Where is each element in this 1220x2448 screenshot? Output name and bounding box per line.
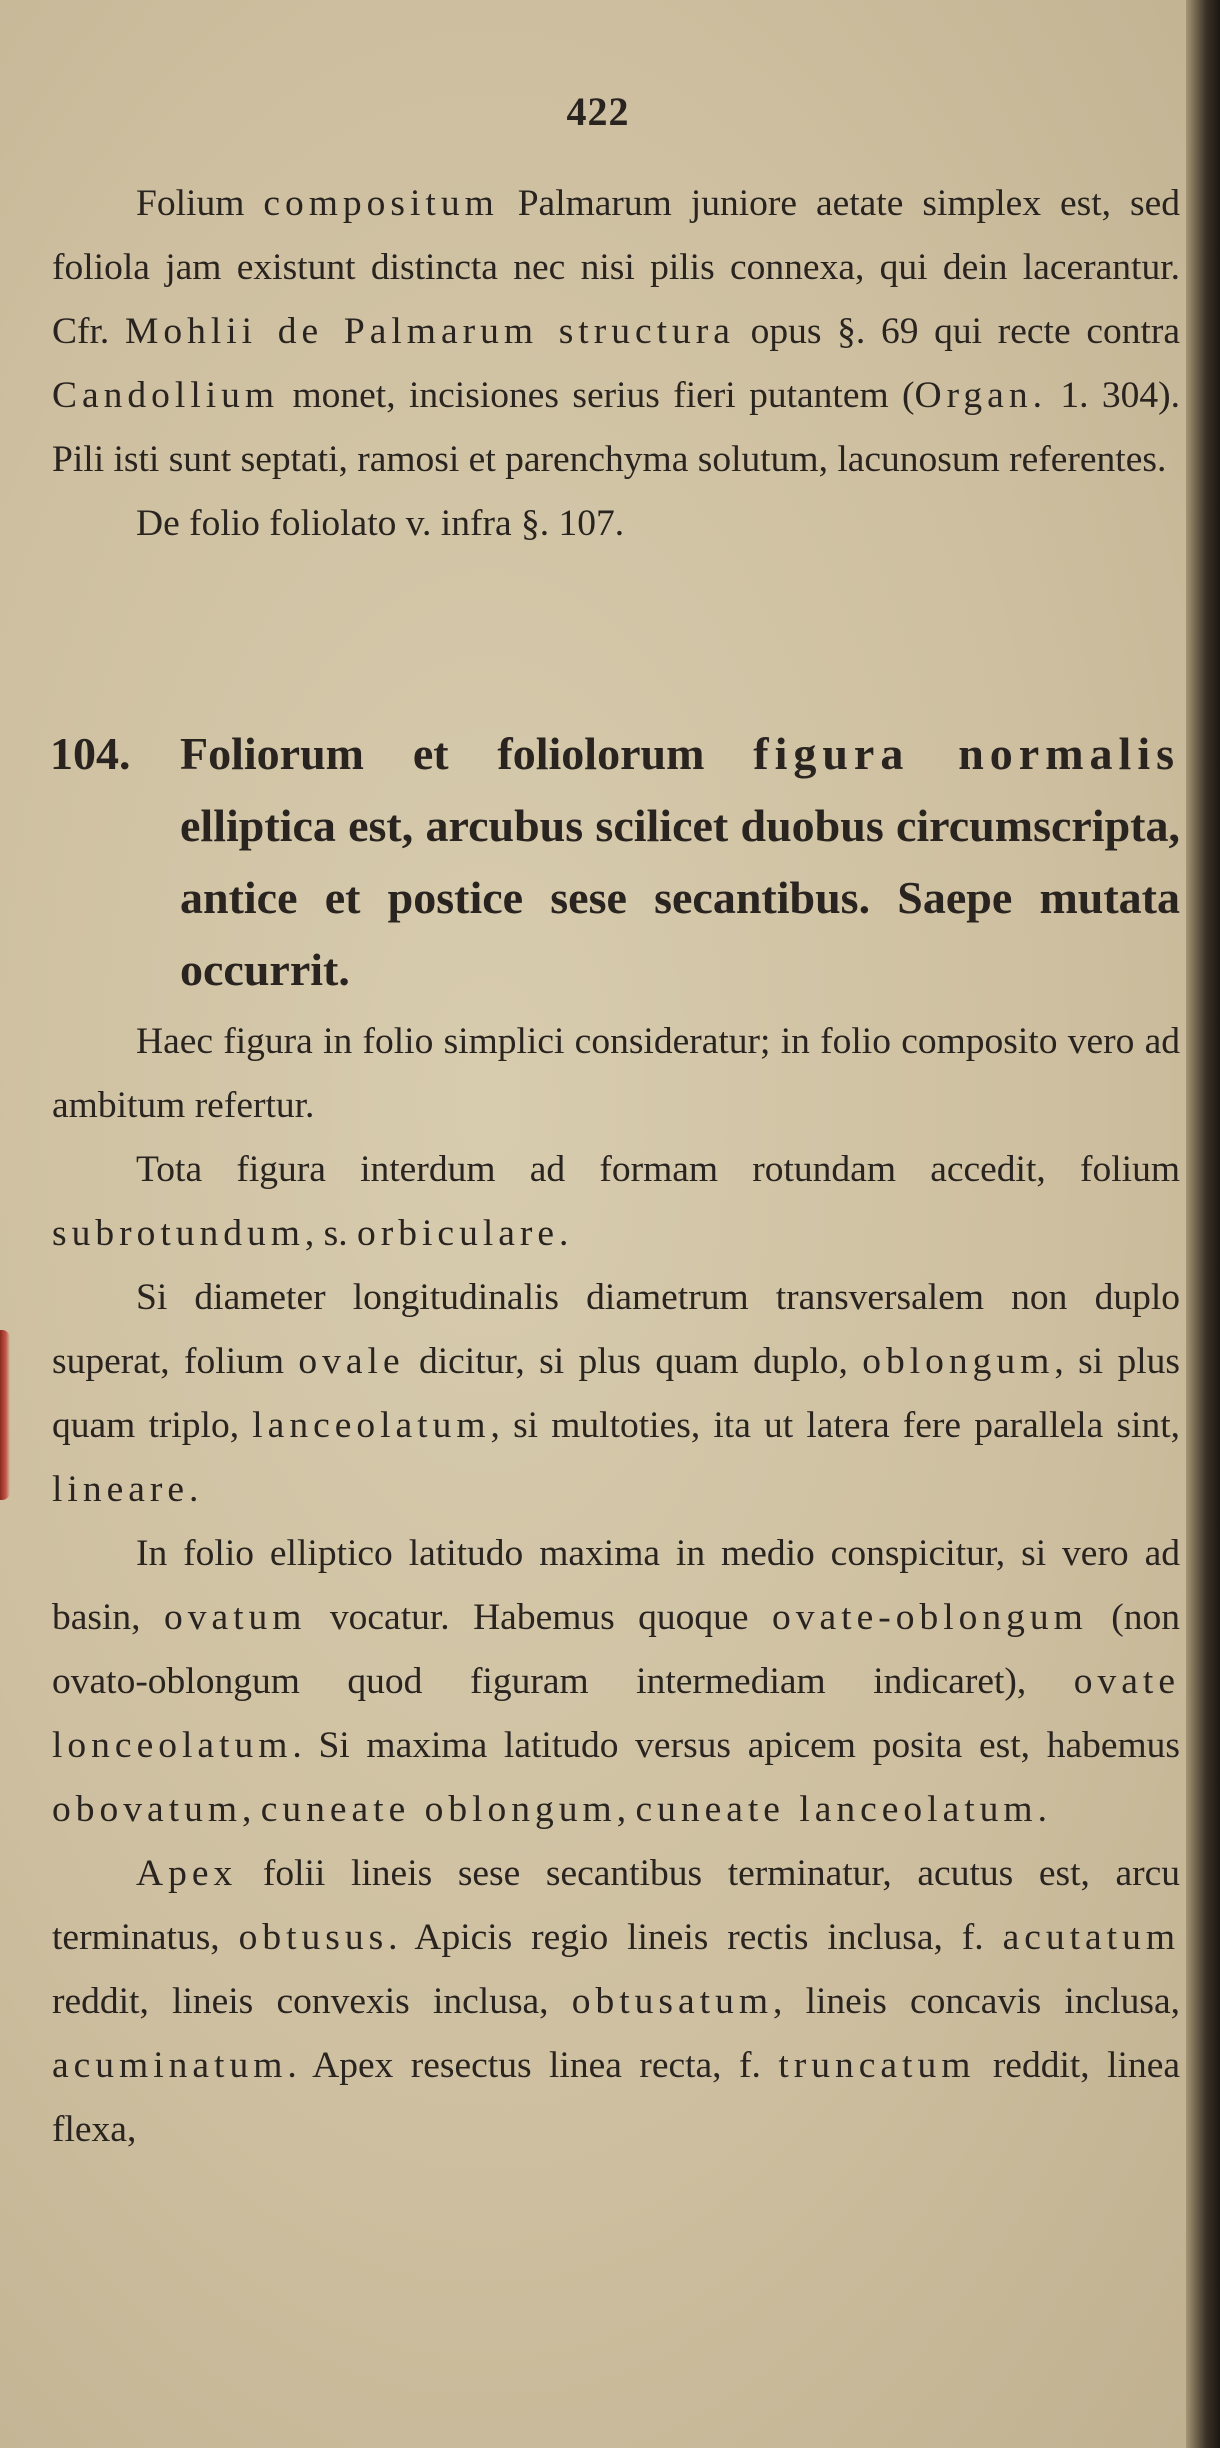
term-ovale: ovale (298, 1341, 405, 1382)
text-run: monet, incisiones serius fieri putantem ( (279, 375, 915, 416)
paragraph-elliptico (52, 1522, 1180, 1842)
text-run: reddit, linea flexa, (52, 2045, 1180, 2150)
term-obtusus: obtusus (238, 1917, 389, 1958)
text-run: folii lineis sese secantibus terminatur, acutus est, arcu terminatus, (52, 1853, 1180, 1958)
text-run: dicitur, si plus quam duplo, (404, 1341, 863, 1382)
term-acuminatum: acuminatum (52, 2045, 288, 2086)
term-oblongum: oblongum (862, 1341, 1055, 1382)
term-truncatum: truncatum (778, 2045, 976, 2086)
term-compositum: compositum (263, 183, 499, 224)
section-number: 104. (50, 728, 131, 779)
term-normalis: normalis (958, 728, 1180, 779)
text-run: Folium (136, 183, 264, 224)
term-acutatum: acutatum (1002, 1917, 1181, 1958)
term-figura: figura (753, 728, 910, 779)
text-run (909, 728, 958, 779)
term-cuneate-oblongum: cuneate oblongum (260, 1789, 617, 1830)
text-run: , lineis concavis inclusa, (773, 1981, 1180, 2022)
term-lineare: lineare (52, 1469, 190, 1510)
term-obtusatum: obtusatum (571, 1981, 774, 2022)
paragraph-palmarum (52, 172, 1180, 492)
paragraph-figura-simplici: Haec figura in folio simplici consideratur; in folio composito vero ad ambitum refertur. (52, 1021, 1180, 1126)
ribbon-marker (0, 1330, 10, 1500)
term-obovatum: obovatum (52, 1789, 242, 1830)
term-orbiculare: orbiculare (357, 1213, 560, 1254)
text-run: In folio elliptico latitudo maxima in medio conspicitur, si vero ad basin, (52, 1533, 1180, 1638)
text-run: . (559, 1213, 569, 1254)
paragraph-foliolato: De folio foliolato v. infra §. 107. (136, 503, 625, 544)
paragraph-diameter (52, 1266, 1180, 1522)
text-run: . (1037, 1789, 1047, 1830)
reference-organ: Organ. (914, 375, 1047, 416)
text-block-bottom (52, 1010, 1180, 2162)
text-run: . Apex resectus linea recta, f. (287, 2045, 779, 2086)
text-run: opus §. 69 qui recte contra (734, 311, 1181, 352)
term-ovate-lonceolatum: ovate lonceolatum (52, 1661, 1180, 1766)
text-run: , si plus quam triplo, (52, 1341, 1180, 1446)
term-ovatum: ovatum (163, 1597, 307, 1638)
book-fore-edge (1186, 0, 1220, 2448)
text-run: (non ovato-oblongum quod figuram intermediam indicaret), (52, 1597, 1180, 1702)
text-run: . Si maxima latitudo versus apicem posita est, habemus (292, 1725, 1180, 1766)
term-apex: Apex (136, 1853, 238, 1894)
text-run: Si diameter longitudinalis diametrum transversalem non duplo superat, folium (52, 1277, 1180, 1382)
paragraph-rotundam (52, 1138, 1180, 1266)
text-run: , si multoties, ita ut latera fere parallela sint, (490, 1405, 1180, 1446)
reference-mohl: Mohlii de Palmarum structura (125, 311, 735, 352)
text-run: , (616, 1789, 636, 1830)
term-cuneate-lanceolatum: cuneate lanceolatum (635, 1789, 1038, 1830)
text-run: 1. 304). Pili isti sunt septati, ramosi et parenchyma solutum, lacunosum referentes. (52, 375, 1180, 480)
text-run: Tota figura interdum ad formam rotundam accedit, folium (136, 1149, 1180, 1190)
text-run: Palmarum juniore aetate simplex est, sed foliola jam existunt distincta nec nisi pilis connexa, qui dein lacerantur. Cfr. (52, 183, 1180, 352)
text-run: . Apicis regio lineis rectis inclusa, f. (388, 1917, 1003, 1958)
text-run: Foliorum et foliolorum (180, 728, 754, 779)
reference-candolle: Candollium (52, 375, 280, 416)
text-block-top (52, 172, 1180, 556)
paragraph-apex (52, 1842, 1180, 2162)
text-run: , s. (304, 1213, 358, 1254)
text-run: . (189, 1469, 199, 1510)
text-run: , (241, 1789, 261, 1830)
text-run: vocatur. Habemus quoque (306, 1597, 773, 1638)
text-run: reddit, lineis convexis inclusa, (52, 1981, 572, 2022)
text-run: elliptica est, arcubus scilicet duobus circumscripta, antice et postice sese secantibus. Saepe mutata occurrit. (180, 800, 1180, 995)
section-104-heading (50, 718, 1180, 1006)
term-subrotundum: subrotundum (52, 1213, 305, 1254)
term-lanceolatum: lanceolatum (252, 1405, 491, 1446)
section-heading-text (180, 718, 1180, 1006)
term-ovate-oblongum: ovate-oblongum (772, 1597, 1088, 1638)
page-number: 422 (566, 89, 630, 134)
